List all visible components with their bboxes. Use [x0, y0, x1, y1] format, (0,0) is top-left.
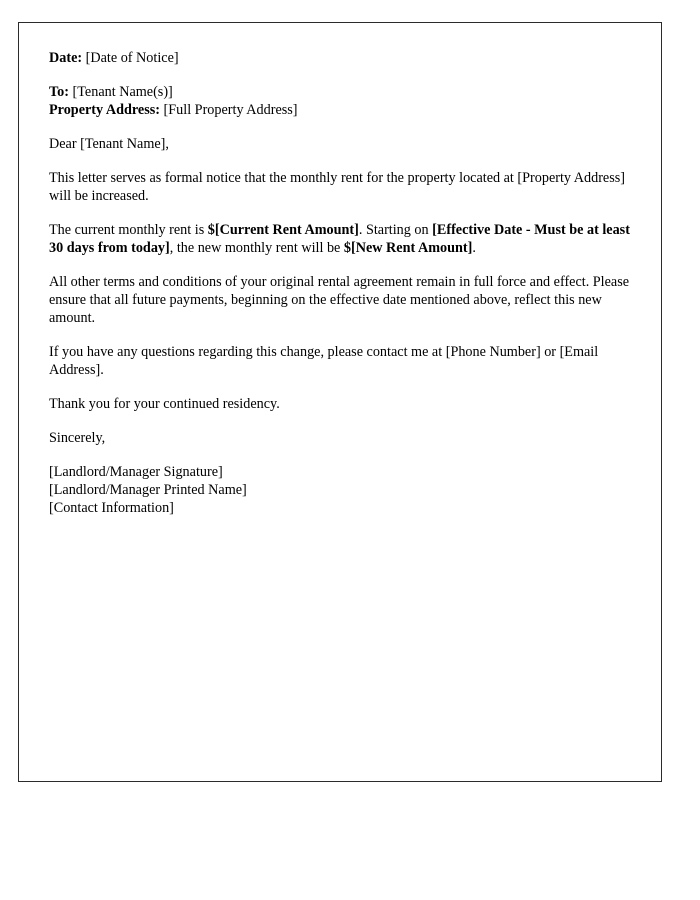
salutation: Dear [Tenant Name], [49, 136, 169, 152]
to-line [49, 83, 631, 101]
paragraph-questions: If you have any questions regarding this change, please contact me at [Phone Number] or [Email Address]. [49, 344, 599, 378]
date-line [49, 49, 631, 67]
property-address-label: Property Address: [49, 102, 160, 118]
to-value: [Tenant Name(s)] [68, 84, 173, 100]
signature-block [49, 463, 631, 517]
recipient-block [49, 83, 631, 119]
letter-page [18, 22, 662, 782]
date-label: Date: [49, 50, 83, 66]
rent-text-run-1: The current monthly rent is [49, 222, 208, 238]
rent-text-run-3: . Starting on [358, 222, 433, 238]
current-rent-amount: $[Current Rent Amount] [207, 222, 359, 238]
date-value: [Date of Notice] [82, 50, 179, 66]
rent-text-run-5: , the new monthly rent will be [169, 240, 344, 256]
paragraph-notice: This letter serves as formal notice that the monthly rent for the property located at [Property Address] will be increased. [49, 170, 625, 204]
effective-date: [Effective Date - Must be at least 30 days from today] [49, 222, 630, 256]
signature-line: [Landlord/Manager Signature] [49, 464, 223, 480]
printed-name-line: [Landlord/Manager Printed Name] [49, 482, 247, 498]
paragraph-other-terms: All other terms and conditions of your original rental agreement remain in full force and effect. Please ensure that all future payments, beginning on the effective date mentioned above, reflect this new amount. [49, 274, 630, 326]
date-block [49, 49, 631, 67]
property-address-line [49, 101, 631, 119]
sign-off: Sincerely, [49, 430, 106, 446]
new-rent-amount: $[New Rent Amount] [343, 240, 473, 256]
paragraph-thank-you: Thank you for your continued residency. [49, 396, 280, 412]
contact-information-line: [Contact Information] [49, 500, 174, 516]
paragraph-rent-amounts [49, 221, 631, 257]
to-label: To: [49, 84, 69, 100]
letter-body [49, 49, 631, 517]
rent-text-run-7: . [472, 240, 476, 256]
property-address-value: [Full Property Address] [160, 102, 298, 118]
